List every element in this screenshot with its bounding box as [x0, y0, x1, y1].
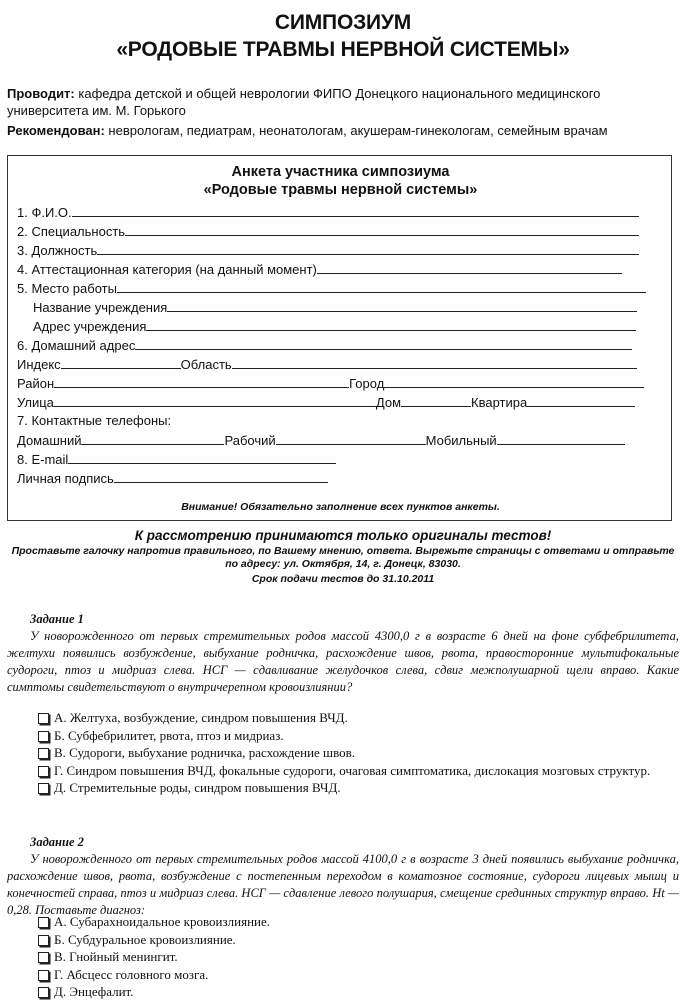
- position-label: 3. Должность: [17, 243, 98, 258]
- institution-name-row: [33, 299, 637, 316]
- phones-heading: [17, 413, 171, 429]
- checkbox-icon[interactable]: [38, 917, 49, 928]
- signature-field[interactable]: [114, 470, 328, 483]
- checkbox-icon[interactable]: [38, 952, 49, 963]
- instructions-line1: Проставьте галочку напротив правильного, по Вашему мнению, ответа. Вырежьте страницы с ответами и отправьте: [11, 545, 675, 557]
- recommended-label: Рекомендован:: [7, 123, 105, 138]
- fio-row: [17, 204, 639, 221]
- task-1-options: [38, 709, 678, 797]
- street-row: [17, 394, 635, 411]
- instructions-line2: по адресу: ул. Октября, 14, г. Донецк, 83030.: [225, 558, 461, 570]
- position-row: [17, 242, 639, 259]
- page-title-line2: «РОДОВЫЕ ТРАВМЫ НЕРВНОЙ СИСТЕМЫ»: [116, 38, 570, 61]
- form-warning: Внимание! Обязательно заполнение всех пунктов анкеты.: [181, 501, 500, 513]
- recommended-paragraph: [7, 122, 683, 139]
- task-2-option-b[interactable]: Б. Субдуральное кровоизлияние.: [38, 931, 678, 949]
- region-field[interactable]: [232, 356, 637, 369]
- checkbox-icon[interactable]: [38, 766, 49, 777]
- home-address-field[interactable]: [135, 337, 632, 350]
- checkbox-icon[interactable]: [38, 748, 49, 759]
- checkbox-icon[interactable]: [38, 731, 49, 742]
- checkbox-icon[interactable]: [38, 935, 49, 946]
- index-label: Индекс: [17, 357, 61, 372]
- specialty-label: 2. Специальность: [17, 224, 126, 239]
- city-label: Город: [349, 376, 385, 391]
- form-title: Анкета участника симпозиума: [231, 164, 450, 180]
- district-city-row: [17, 375, 644, 392]
- fio-label: 1. Ф.И.О.: [17, 205, 72, 220]
- conducted-paragraph: [7, 85, 683, 119]
- apartment-label: Квартира: [471, 395, 528, 410]
- task-2-option-c[interactable]: В. Гнойный менингит.: [38, 948, 678, 966]
- work-phone-field[interactable]: [276, 432, 426, 445]
- institution-name-field[interactable]: [167, 299, 637, 312]
- home-phone-label: Домашний: [17, 433, 82, 448]
- task-1-option-e[interactable]: Д. Стремительные роды, синдром повышения ВЧД.: [38, 779, 678, 797]
- checkbox-icon[interactable]: [38, 783, 49, 794]
- email-field[interactable]: [68, 451, 336, 464]
- checkbox-icon[interactable]: [38, 713, 49, 724]
- district-label: Район: [17, 376, 55, 391]
- checkbox-icon[interactable]: [38, 970, 49, 981]
- phones-label: 7. Контактные телефоны:: [17, 413, 172, 428]
- work-phone-label: Рабочий: [224, 433, 276, 448]
- house-field[interactable]: [401, 394, 471, 407]
- deadline-note: Срок подачи тестов до 31.10.2011: [251, 573, 435, 585]
- task-1-option-d[interactable]: Г. Синдром повышения ВЧД, фокальные судороги, очаговая симптоматика, дислокация мозговых структур.: [38, 762, 678, 780]
- task-1-option-b[interactable]: Б. Субфебрилитет, рвота, птоз и мидриаз.: [38, 727, 678, 745]
- street-label: Улица: [17, 395, 54, 410]
- fio-field[interactable]: [72, 204, 639, 217]
- home-address-label: 6. Домашний адрес: [17, 338, 136, 353]
- conducted-text: кафедра детской и общей неврологии ФИПО Донецкого национального медицинского университета им. М. Горького: [7, 86, 601, 118]
- workplace-field[interactable]: [117, 280, 646, 293]
- workplace-label: 5. Место работы: [17, 281, 117, 296]
- email-row: [17, 451, 336, 468]
- task-2-title: Задание 2: [30, 835, 84, 849]
- form-subtitle: «Родовые травмы нервной системы»: [203, 182, 478, 198]
- page-title-line1: СИМПОЗИУМ: [274, 11, 412, 34]
- city-field[interactable]: [384, 375, 644, 388]
- task-2-option-a[interactable]: А. Субарахноидальное кровоизлияние.: [38, 913, 678, 931]
- task-1-option-c[interactable]: В. Судороги, выбухание родничка, расхождение швов.: [38, 744, 678, 762]
- task-2-text: У новорожденного от первых стремительных родов массой 4100,0 г в возрасте 3 дней появились выбухание родничка, расхождение швов, рвота, возбуждение с постепенным переходом в коматозное состояние, судороги лицевых мышц и конечностей справа, птоз и мидриаз слева. НСГ — сдавление левого полушария, смещение срединных структур вправо. Ht — 0,28. Поставьте диагноз:: [7, 852, 679, 917]
- institution-address-label: Адрес учреждения: [33, 319, 147, 334]
- specialty-row: [17, 223, 639, 240]
- category-field[interactable]: [317, 261, 622, 274]
- task-1-text: У новорожденного от первых стремительных родов массой 4300,0 г в возрасте 6 дней на фоне субфебрилитета, желтухи появились возбуждение, выбухание родничка, расхождение швов, рвота, правосторонние мультифокальные судороги, птоз и мидриаз слева. НСГ — сдавливание желудочков слева, сдвиг межполушарной щели вправо. Какие симптомы свидетельствуют о внутричерепном кровоизлиянии?: [7, 629, 679, 694]
- checkbox-icon[interactable]: [38, 987, 49, 998]
- house-label: Дом: [375, 395, 402, 410]
- position-field[interactable]: [97, 242, 639, 255]
- conducted-label: Проводит:: [7, 86, 75, 101]
- institution-name-label: Название учреждения: [33, 300, 168, 315]
- phones-row: [17, 432, 625, 449]
- index-region-row: [17, 356, 637, 373]
- home-address-row: [17, 337, 632, 354]
- originals-note: К рассмотрению принимаются только оригиналы тестов!: [134, 528, 552, 543]
- district-field[interactable]: [54, 375, 349, 388]
- task-2-options: [38, 913, 678, 1001]
- signature-label: Личная подпись: [17, 471, 114, 486]
- mobile-phone-label: Мобильный: [425, 433, 497, 448]
- category-label: 4. Аттестационная категория (на данный момент): [17, 262, 317, 277]
- home-phone-field[interactable]: [81, 432, 224, 445]
- region-label: Область: [180, 357, 232, 372]
- task-1-title: Задание 1: [30, 612, 84, 626]
- index-field[interactable]: [61, 356, 181, 369]
- institution-address-field[interactable]: [146, 318, 636, 331]
- signature-row: [17, 470, 328, 487]
- participant-form: [7, 155, 672, 521]
- street-field[interactable]: [54, 394, 376, 407]
- institution-address-row: [33, 318, 636, 335]
- category-row: [17, 261, 622, 278]
- recommended-text: неврологам, педиатрам, неонатологам, акушерам-гинекологам, семейным врачам: [104, 123, 608, 138]
- task-2-option-e[interactable]: Д. Энцефалит.: [38, 983, 678, 1001]
- email-label: 8. E-mail: [17, 452, 69, 467]
- apartment-field[interactable]: [527, 394, 635, 407]
- workplace-row: [17, 280, 646, 297]
- specialty-field[interactable]: [125, 223, 639, 236]
- task-2-option-d[interactable]: Г. Абсцесс головного мозга.: [38, 966, 678, 984]
- task-1-option-a[interactable]: А. Желтуха, возбуждение, синдром повышения ВЧД.: [38, 709, 678, 727]
- mobile-phone-field[interactable]: [497, 432, 625, 445]
